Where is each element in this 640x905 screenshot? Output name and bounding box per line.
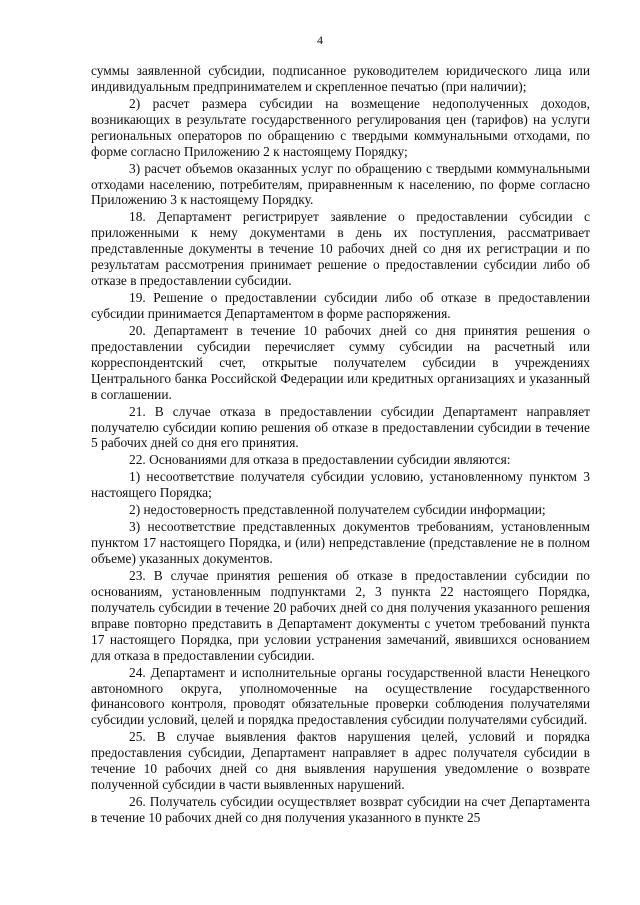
paragraph-20: 20. Департамент в течение 10 рабочих дней со дня принятия решения о предоставлении субсидии перечисляет сумму субсидии на расчетный или корреспондентский счет, открытые получателем субсидии в учреждениях Центрального банка Российской Федерации или кредитных организациях и указанный в соглашении. <box>91 322 590 402</box>
paragraph-17-item-3: 3) расчет объемов оказанных услуг по обращению с твердыми коммунальными отходами населению, потребителям, приравненным к населению, по форме согласно Приложению 3 к настоящему Порядку. <box>91 160 590 208</box>
paragraph-17-item-2: 2) расчет размера субсидии на возмещение недополученных доходов, возникающих в результате государственного регулирования цен (тарифов) на услуги региональных операторов по обращению с твердыми коммунальными отходами, по форме согласно Приложению 2 к настоящему Порядку; <box>91 95 590 159</box>
paragraph-22-item-2: 2) недостоверность представленной получателем субсидии информации; <box>129 502 546 518</box>
paragraph-continuation: суммы заявленной субсидии, подписанное руководителем юридического лица или индивидуальным предпринимателем и скрепленное печатью (при наличии); <box>91 63 590 94</box>
paragraph-22: 22. Основаниями для отказа в предоставлении субсидии являются: <box>129 452 511 468</box>
paragraph-18: 18. Департамент регистрирует заявление о предоставлении субсидии с приложенными к нему документами в день их поступления, рассматривает представленные документы в течение 10 рабочих дней со дня их регистрации и по результатам рассмотрения принимает решение о предоставлении субсидии либо об отказе в предоставлении субсидии. <box>91 209 590 289</box>
paragraph-25: 25. В случае выявления фактов нарушения целей, условий и порядка предоставления субсидии, Департамент направляет в адрес получателя субсидии в течение 10 рабочих дней со дня выявления нарушения уведомление о возврате полученной субсидии в части выявленных нарушений. <box>91 729 590 793</box>
paragraph-23: 23. В случае принятия решения об отказе в предоставлении субсидии по основаниям, установленным подпунктами 2, 3 пункта 22 настоящего Порядка, получатель субсидии в течение 20 рабочих дней со дня получения указанного решения вправе повторно представить в Департамент документы с учетом требований пункта 17 настоящего Порядка, при условии устранения замечаний, явившихся основанием для отказа в предоставлении субсидии. <box>91 568 590 663</box>
page-number: 4 <box>317 33 323 47</box>
paragraph-19: 19. Решение о предоставлении субсидии либо об отказе в предоставлении субсидии принимается Департаментом в форме распоряжения. <box>91 290 590 321</box>
paragraph-24: 24. Департамент и исполнительные органы государственной власти Ненецкого автономного округа, уполномоченные на осуществление государственного финансового контроля, проводят обязательные проверки соблюдения получателями субсидии условий, целей и порядка предоставления субсидии получателями субсидий. <box>91 664 590 728</box>
paragraph-22-item-1: 1) несоответствие получателя субсидии условию, установленному пунктом 3 настоящего Порядка; <box>91 469 590 501</box>
paragraph-21: 21. В случае отказа в предоставлении субсидии Департамент направляет получателю субсидии копию решения об отказе в предоставлении субсидии в течение 5 рабочих дней со дня его принятия. <box>91 403 590 451</box>
paragraph-26: 26. Получатель субсидии осуществляет возврат субсидии на счет Департамента в течение 10 рабочих дней со дня получения указанного в пункте 25 <box>91 794 590 825</box>
document-body <box>91 63 590 827</box>
paragraph-22-item-3: 3) несоответствие представленных документов требованиям, установленным пунктом 17 настоящего Порядка, и (или) непредставление (представление не в полном объеме) указанных документов. <box>91 519 590 567</box>
